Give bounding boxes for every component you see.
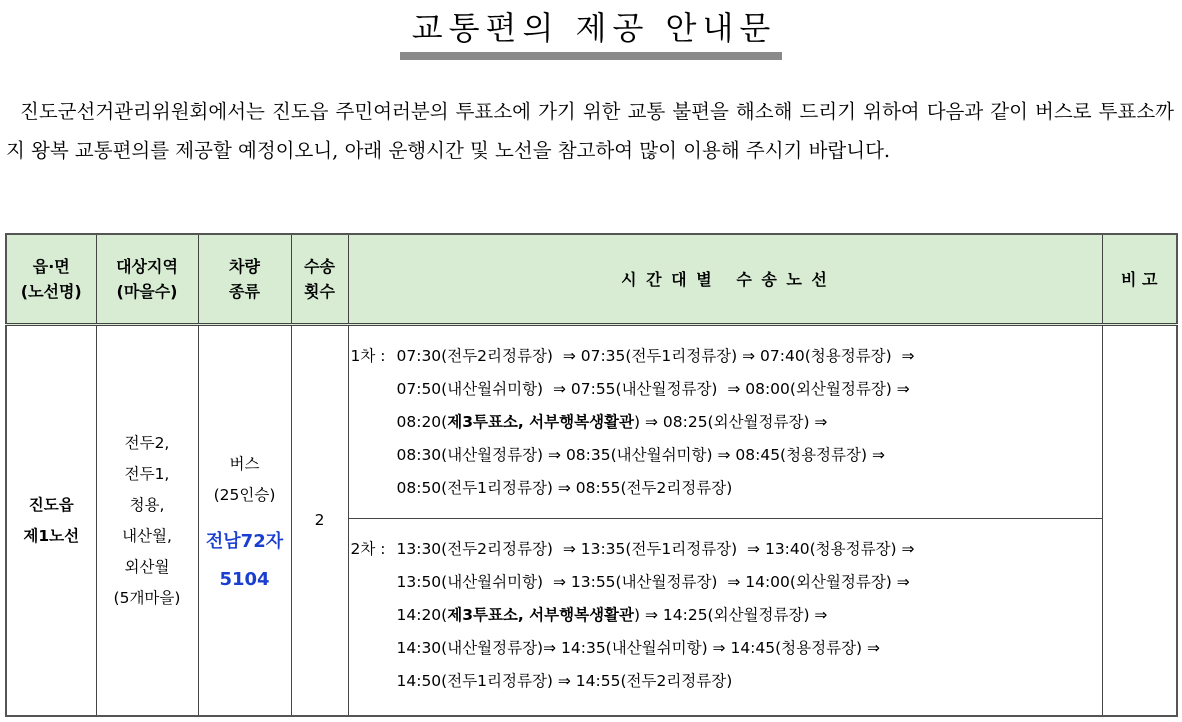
- header-count: [291, 234, 348, 325]
- header-vehicle-line2: 종류: [229, 282, 260, 301]
- header-route: [348, 234, 1102, 325]
- cell-route: [348, 325, 1102, 717]
- title-area: [0, 0, 1182, 60]
- trip-stops: 14:50(전두1리정류장) ⇒ 14:55(전두2리정류장): [396, 672, 733, 690]
- vehicle-type: 버스: [229, 454, 260, 473]
- trip-line: [349, 472, 1102, 505]
- header-count-line2: 횟수: [304, 282, 335, 301]
- header-area-line2: (마을수): [116, 282, 178, 301]
- header-count-line1: 수송: [304, 257, 335, 276]
- trip-count: 2: [314, 511, 325, 529]
- village-item: 전두2,: [124, 433, 170, 452]
- polling-station: 제3투표소, 서부행복생활관: [447, 413, 634, 431]
- schedule-table: [5, 233, 1178, 717]
- header-town-line1: 읍·면: [32, 257, 70, 276]
- header-row: [6, 234, 1177, 325]
- header-area-line1: 대상지역: [116, 257, 178, 276]
- trip-1: [349, 326, 1102, 518]
- village-item: 청용,: [129, 495, 165, 514]
- cell-trip-count: [291, 325, 348, 717]
- cell-note: [1102, 325, 1177, 717]
- trip-line: [349, 566, 1102, 599]
- village-item: 외산월: [124, 557, 170, 576]
- trip-line: [349, 406, 1102, 439]
- trip-stops: 08:20(: [396, 413, 448, 431]
- header-town: [6, 234, 96, 325]
- trip-stops: 07:50(내산월쉬미항) ⇒ 07:55(내산월정류장) ⇒ 08:00(외산월정류장) ⇒: [396, 380, 910, 398]
- trip-2: [349, 518, 1102, 698]
- town-name: 진도읍: [28, 495, 74, 514]
- trip-line: [349, 340, 1102, 373]
- trip-stops: 08:50(전두1리정류장) ⇒ 08:55(전두2리정류장): [396, 479, 733, 497]
- intro-text: 진도군선거관리위원회에서는 진도읍 주민여러분의 투표소에 가기 위한 교통 불편을 해소해 드리기 위하여 다음과 같이 버스로 투표소까지 왕복 교통편의를 제공할 예정이오니, 아래 운행시간 및 노선을 참고하여 많이 이용해 주시기 바랍니다.: [6, 100, 1174, 162]
- cell-town: [6, 325, 96, 717]
- trip-line: [349, 439, 1102, 472]
- header-area: [96, 234, 198, 325]
- trip-stops: 08:30(내산월정류장) ⇒ 08:35(내산월쉬미항) ⇒ 08:45(청용정류장) ⇒: [396, 446, 885, 464]
- header-note: [1102, 234, 1177, 325]
- trip-stops: ) ⇒ 14:25(외산월정류장) ⇒: [634, 606, 828, 624]
- intro-paragraph: [6, 92, 1174, 170]
- cell-villages: [96, 325, 198, 717]
- vehicle-capacity: (25인승): [213, 485, 276, 504]
- trip-line: [349, 632, 1102, 665]
- vehicle-plate-line2: 5104: [219, 568, 270, 590]
- route-name: 제1노선: [23, 526, 80, 545]
- trip-line: [349, 665, 1102, 698]
- trip-label: 2차 :: [350, 540, 386, 558]
- village-count: (5개마을): [113, 588, 181, 607]
- header-town-line2: (노선명): [20, 282, 82, 301]
- village-item: 전두1,: [124, 464, 170, 483]
- trip-line: [349, 373, 1102, 406]
- page-title: 교통편의 제공 안내문: [400, 6, 783, 60]
- trip-stops: 14:30(내산월정류장)⇒ 14:35(내산월쉬미항) ⇒ 14:45(청용정류장) ⇒: [396, 639, 881, 657]
- trip-stops: 13:50(내산월쉬미항) ⇒ 13:55(내산월정류장) ⇒ 14:00(외산월정류장) ⇒: [396, 573, 910, 591]
- trip-line: [349, 533, 1102, 566]
- trip-stops: 14:20(: [396, 606, 448, 624]
- vehicle-plate-line1: 전남72자: [205, 530, 284, 552]
- header-vehicle: [198, 234, 291, 325]
- village-item: 내산월,: [122, 526, 172, 545]
- trip-line: [349, 599, 1102, 632]
- header-route-label: 시 간 대 별 수 송 노 선: [621, 269, 829, 289]
- header-vehicle-line1: 차량: [229, 257, 260, 276]
- header-note-label: 비 고: [1121, 269, 1158, 289]
- cell-vehicle: [198, 325, 291, 717]
- trip-stops: 13:30(전두2리정류장) ⇒ 13:35(전두1리정류장) ⇒ 13:40(청용정류장) ⇒: [396, 540, 915, 558]
- table-row: [6, 325, 1177, 717]
- trip-stops: ) ⇒ 08:25(외산월정류장) ⇒: [634, 413, 828, 431]
- trip-stops: 07:30(전두2리정류장) ⇒ 07:35(전두1리정류장) ⇒ 07:40(청용정류장) ⇒: [396, 347, 915, 365]
- trip-label: 1차 :: [350, 347, 386, 365]
- polling-station: 제3투표소, 서부행복생활관: [447, 606, 634, 624]
